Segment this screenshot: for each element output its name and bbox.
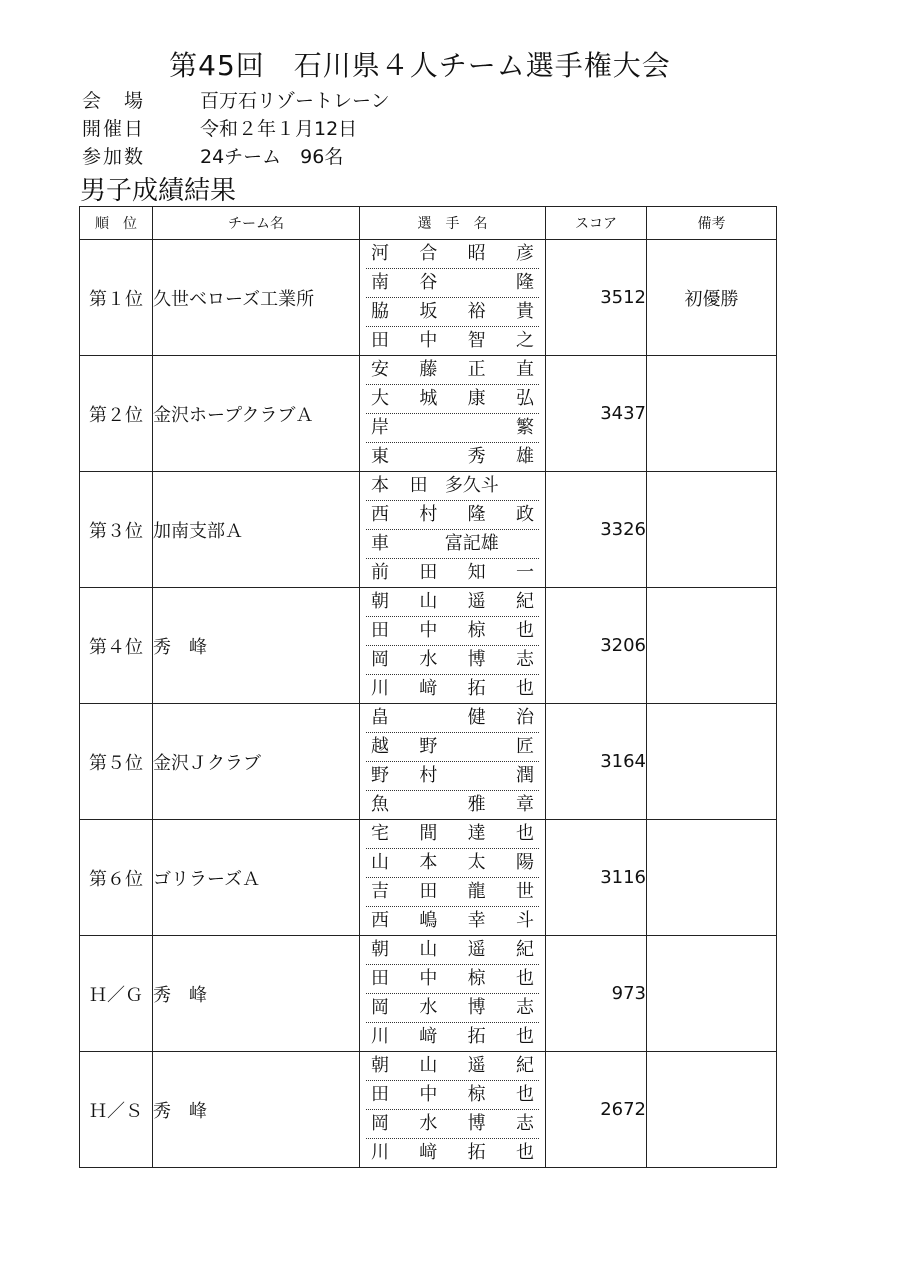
- player-name-part: 田: [371, 330, 389, 351]
- player-name-part: 秀: [467, 446, 486, 467]
- team-cell: 久世ベローズ工業所: [153, 240, 360, 356]
- player-name-part: 岡: [371, 1113, 389, 1134]
- header-players: 選 手 名: [360, 207, 546, 240]
- note-cell: [647, 704, 777, 820]
- table-row: [80, 588, 777, 704]
- player-name-part: 富記雄: [444, 533, 499, 554]
- score-cell: 3206: [546, 588, 647, 704]
- player-name-part: 水: [419, 1113, 438, 1134]
- player-name-part: 也: [515, 1084, 534, 1105]
- player-name-part: 知: [467, 562, 486, 583]
- player-name-part: 脇: [371, 301, 389, 322]
- player-name-part: 遥: [467, 1055, 486, 1076]
- player-name: [366, 646, 539, 675]
- player-name-part: 谷: [419, 272, 438, 293]
- rank-cell: 第１位: [80, 240, 153, 356]
- player-name-part: 太: [467, 852, 486, 873]
- players-cell: [360, 240, 546, 356]
- player-name-part: 朝: [371, 591, 389, 612]
- player-name-part: 之: [515, 330, 534, 351]
- player-name-part: 水: [419, 997, 438, 1018]
- player-name-part: 匠: [515, 736, 534, 757]
- player-name: [366, 588, 539, 617]
- player-name: [366, 443, 539, 471]
- note-cell: [647, 588, 777, 704]
- player-name-part: 山: [419, 939, 438, 960]
- player-name-part: 川: [371, 1026, 389, 1047]
- player-name-part: 村: [419, 765, 438, 786]
- player-name-part: 前: [371, 562, 389, 583]
- player-name: [366, 414, 539, 443]
- header-score: スコア: [546, 207, 647, 240]
- player-name-part: 本: [419, 852, 438, 873]
- player-name-part: 中: [419, 968, 438, 989]
- player-name-part: 健: [467, 707, 486, 728]
- player-name-part: 越: [371, 736, 389, 757]
- table-row: [80, 936, 777, 1052]
- rank-cell: 第６位: [80, 820, 153, 936]
- player-name-part: 幸: [467, 910, 486, 931]
- player-name: [366, 1081, 539, 1110]
- score-cell: 3326: [546, 472, 647, 588]
- player-name-part: 﨑: [419, 1142, 438, 1163]
- note-cell: [647, 472, 777, 588]
- players-cell: [360, 936, 546, 1052]
- info-value: 令和２年１月12日: [200, 118, 358, 140]
- player-name-part: 政: [515, 504, 534, 525]
- player-name-part: 田: [419, 562, 438, 583]
- table-row: [80, 1052, 777, 1168]
- player-name-part: 也: [515, 823, 534, 844]
- player-name-part: [463, 762, 491, 790]
- player-name-part: 岸: [371, 417, 389, 438]
- player-name: [366, 994, 539, 1023]
- page-title: 第45回 石川県４人チーム選手権大会: [169, 49, 671, 82]
- table-row: [80, 472, 777, 588]
- player-name-part: 雅: [467, 794, 486, 815]
- player-name-part: 山: [371, 852, 389, 873]
- player-name: [366, 327, 539, 355]
- player-name-part: 西: [371, 910, 389, 931]
- player-name-part: 多久斗: [444, 475, 499, 496]
- player-name-part: 治: [515, 707, 534, 728]
- player-name-part: 坂: [419, 301, 438, 322]
- note-cell: [647, 820, 777, 936]
- player-name-part: 岡: [371, 997, 389, 1018]
- player-name-part: 拓: [467, 678, 486, 699]
- table-row: [80, 240, 777, 356]
- player-name-part: [405, 530, 433, 558]
- players-cell: [360, 1052, 546, 1168]
- player-name: [366, 559, 539, 587]
- player-name-part: 也: [515, 968, 534, 989]
- player-name-part: 貴: [515, 301, 534, 322]
- info-label: 開催日: [82, 118, 146, 140]
- player-name-part: 斗: [515, 910, 534, 931]
- player-name-part: 川: [371, 1142, 389, 1163]
- player-name-part: 昭: [467, 243, 486, 264]
- players-cell: [360, 820, 546, 936]
- player-name-part: 陽: [515, 852, 534, 873]
- player-name-part: 志: [515, 1113, 534, 1134]
- info-label: 会 場: [82, 90, 146, 112]
- player-name-part: 水: [419, 649, 438, 670]
- player-name-part: 野: [371, 765, 389, 786]
- players-cell: [360, 472, 546, 588]
- player-name-part: 田: [371, 968, 389, 989]
- player-name-part: 宅: [371, 823, 389, 844]
- player-name: [366, 965, 539, 994]
- player-name-part: 一: [515, 562, 534, 583]
- team-cell: ゴリラーズＡ: [153, 820, 360, 936]
- player-name: [366, 936, 539, 965]
- player-name: [366, 269, 539, 298]
- player-name-part: [463, 269, 491, 297]
- player-name: [366, 849, 539, 878]
- rank-cell: 第４位: [80, 588, 153, 704]
- player-name-part: 野: [419, 736, 438, 757]
- rank-cell: 第３位: [80, 472, 153, 588]
- player-name-part: 也: [515, 1142, 534, 1163]
- player-name-part: 川: [371, 678, 389, 699]
- note-cell: [647, 356, 777, 472]
- score-cell: 3437: [546, 356, 647, 472]
- player-name-part: 拓: [467, 1026, 486, 1047]
- player-name-part: 椋: [467, 620, 486, 641]
- rank-cell: Ｈ／Ｇ: [80, 936, 153, 1052]
- player-name-part: 繁: [515, 417, 534, 438]
- player-name-part: 椋: [467, 1084, 486, 1105]
- note-cell: [647, 1052, 777, 1168]
- player-name-part: 西: [371, 504, 389, 525]
- score-cell: 2672: [546, 1052, 647, 1168]
- player-name-part: 志: [515, 997, 534, 1018]
- team-cell: 秀 峰: [153, 1052, 360, 1168]
- section-title: 男子成績結果: [80, 176, 237, 206]
- player-name-part: 也: [515, 678, 534, 699]
- player-name-part: 達: [467, 823, 486, 844]
- player-name-part: 康: [467, 388, 486, 409]
- player-name-part: [414, 791, 442, 819]
- player-name-part: 岡: [371, 649, 389, 670]
- player-name-part: 世: [515, 881, 534, 902]
- player-name-part: 田: [371, 1084, 389, 1105]
- player-name-part: 潤: [515, 765, 534, 786]
- rank-cell: Ｈ／Ｓ: [80, 1052, 153, 1168]
- results-body: [80, 240, 777, 1168]
- player-name-part: 也: [515, 1026, 534, 1047]
- header-team: チーム名: [153, 207, 360, 240]
- score-cell: 3116: [546, 820, 647, 936]
- player-name-part: 車: [371, 533, 389, 554]
- team-cell: 金沢ホープクラブＡ: [153, 356, 360, 472]
- player-name: [366, 907, 539, 935]
- info-participants: [82, 142, 343, 169]
- note-cell: [647, 936, 777, 1052]
- player-name-part: 山: [419, 591, 438, 612]
- player-name-part: 朝: [371, 1055, 389, 1076]
- player-name-part: 中: [419, 330, 438, 351]
- player-name-part: 裕: [467, 301, 486, 322]
- player-name: [366, 1139, 539, 1167]
- player-name-part: 遥: [467, 591, 486, 612]
- player-name: [366, 675, 539, 703]
- players-cell: [360, 704, 546, 820]
- player-name-part: 田: [419, 881, 438, 902]
- player-name-part: 紀: [515, 939, 534, 960]
- player-name-part: 朝: [371, 939, 389, 960]
- player-name-part: [463, 733, 491, 761]
- header-rank: 順 位: [80, 207, 153, 240]
- team-cell: 金沢Ｊクラブ: [153, 704, 360, 820]
- player-name-part: 河: [371, 243, 389, 264]
- player-name-part: 吉: [371, 881, 389, 902]
- player-name: [366, 1052, 539, 1081]
- player-name: [366, 472, 539, 501]
- player-name-part: 博: [467, 1113, 486, 1134]
- player-name-part: 本: [371, 475, 389, 496]
- player-name-part: 魚: [371, 794, 389, 815]
- player-name-part: 博: [467, 649, 486, 670]
- player-name-part: 雄: [515, 446, 534, 467]
- player-name: [366, 878, 539, 907]
- note-cell: 初優勝: [647, 240, 777, 356]
- player-name: [366, 501, 539, 530]
- table-row: [80, 704, 777, 820]
- player-name-part: 城: [419, 388, 438, 409]
- table-row: [80, 820, 777, 936]
- player-name: [366, 733, 539, 762]
- info-venue: [82, 86, 390, 113]
- player-name-part: 章: [515, 794, 534, 815]
- player-name-part: 大: [371, 388, 389, 409]
- info-label: 参加数: [82, 146, 146, 168]
- player-name: [366, 385, 539, 414]
- player-name: [366, 820, 539, 849]
- player-name-part: [414, 443, 442, 471]
- player-name-part: 正: [467, 359, 486, 380]
- player-name: [366, 530, 539, 559]
- results-table: [79, 206, 777, 1168]
- player-name-part: 山: [419, 1055, 438, 1076]
- player-name-part: 椋: [467, 968, 486, 989]
- player-name-part: [463, 414, 491, 442]
- player-name-part: 田: [409, 475, 428, 496]
- player-name-part: 東: [371, 446, 389, 467]
- player-name-part: 彦: [515, 243, 534, 264]
- player-name-part: 弘: [515, 388, 534, 409]
- player-name-part: 隆: [467, 504, 486, 525]
- player-name-part: [414, 704, 442, 732]
- player-name: [366, 704, 539, 733]
- rank-cell: 第２位: [80, 356, 153, 472]
- info-value: 百万石リゾートレーン: [200, 90, 390, 112]
- player-name-part: 紀: [515, 591, 534, 612]
- player-name-part: 安: [371, 359, 389, 380]
- score-cell: 973: [546, 936, 647, 1052]
- player-name-part: 中: [419, 620, 438, 641]
- score-cell: 3512: [546, 240, 647, 356]
- player-name-part: 田: [371, 620, 389, 641]
- player-name-part: 志: [515, 649, 534, 670]
- rank-cell: 第５位: [80, 704, 153, 820]
- player-name-part: 中: [419, 1084, 438, 1105]
- player-name-part: 村: [419, 504, 438, 525]
- player-name-part: 南: [371, 272, 389, 293]
- player-name: [366, 791, 539, 819]
- player-name-part: [511, 472, 539, 500]
- table-header-row: [80, 207, 777, 240]
- player-name-part: 間: [419, 823, 438, 844]
- score-cell: 3164: [546, 704, 647, 820]
- team-cell: 加南支部Ａ: [153, 472, 360, 588]
- player-name-part: [414, 414, 442, 442]
- player-name-part: 博: [467, 997, 486, 1018]
- player-name-part: 紀: [515, 1055, 534, 1076]
- player-name: [366, 240, 539, 269]
- team-cell: 秀 峰: [153, 936, 360, 1052]
- header-note: 備考: [647, 207, 777, 240]
- player-name-part: 嶋: [419, 910, 438, 931]
- player-name: [366, 617, 539, 646]
- player-name-part: 﨑: [419, 1026, 438, 1047]
- player-name-part: 龍: [467, 881, 486, 902]
- info-value: 24チーム 96名: [200, 146, 344, 168]
- player-name-part: 直: [515, 359, 534, 380]
- player-name-part: 藤: [419, 359, 438, 380]
- player-name-part: 遥: [467, 939, 486, 960]
- info-date: [82, 114, 357, 141]
- table-row: [80, 356, 777, 472]
- player-name: [366, 1023, 539, 1051]
- players-cell: [360, 356, 546, 472]
- player-name-part: 畠: [371, 707, 389, 728]
- player-name-part: 拓: [467, 1142, 486, 1163]
- player-name: [366, 762, 539, 791]
- player-name-part: 隆: [515, 272, 534, 293]
- player-name-part: 也: [515, 620, 534, 641]
- player-name-part: 合: [419, 243, 438, 264]
- player-name-part: 﨑: [419, 678, 438, 699]
- player-name-part: 智: [467, 330, 486, 351]
- players-cell: [360, 588, 546, 704]
- team-cell: 秀 峰: [153, 588, 360, 704]
- player-name-part: [511, 530, 539, 558]
- player-name: [366, 356, 539, 385]
- player-name: [366, 298, 539, 327]
- player-name: [366, 1110, 539, 1139]
